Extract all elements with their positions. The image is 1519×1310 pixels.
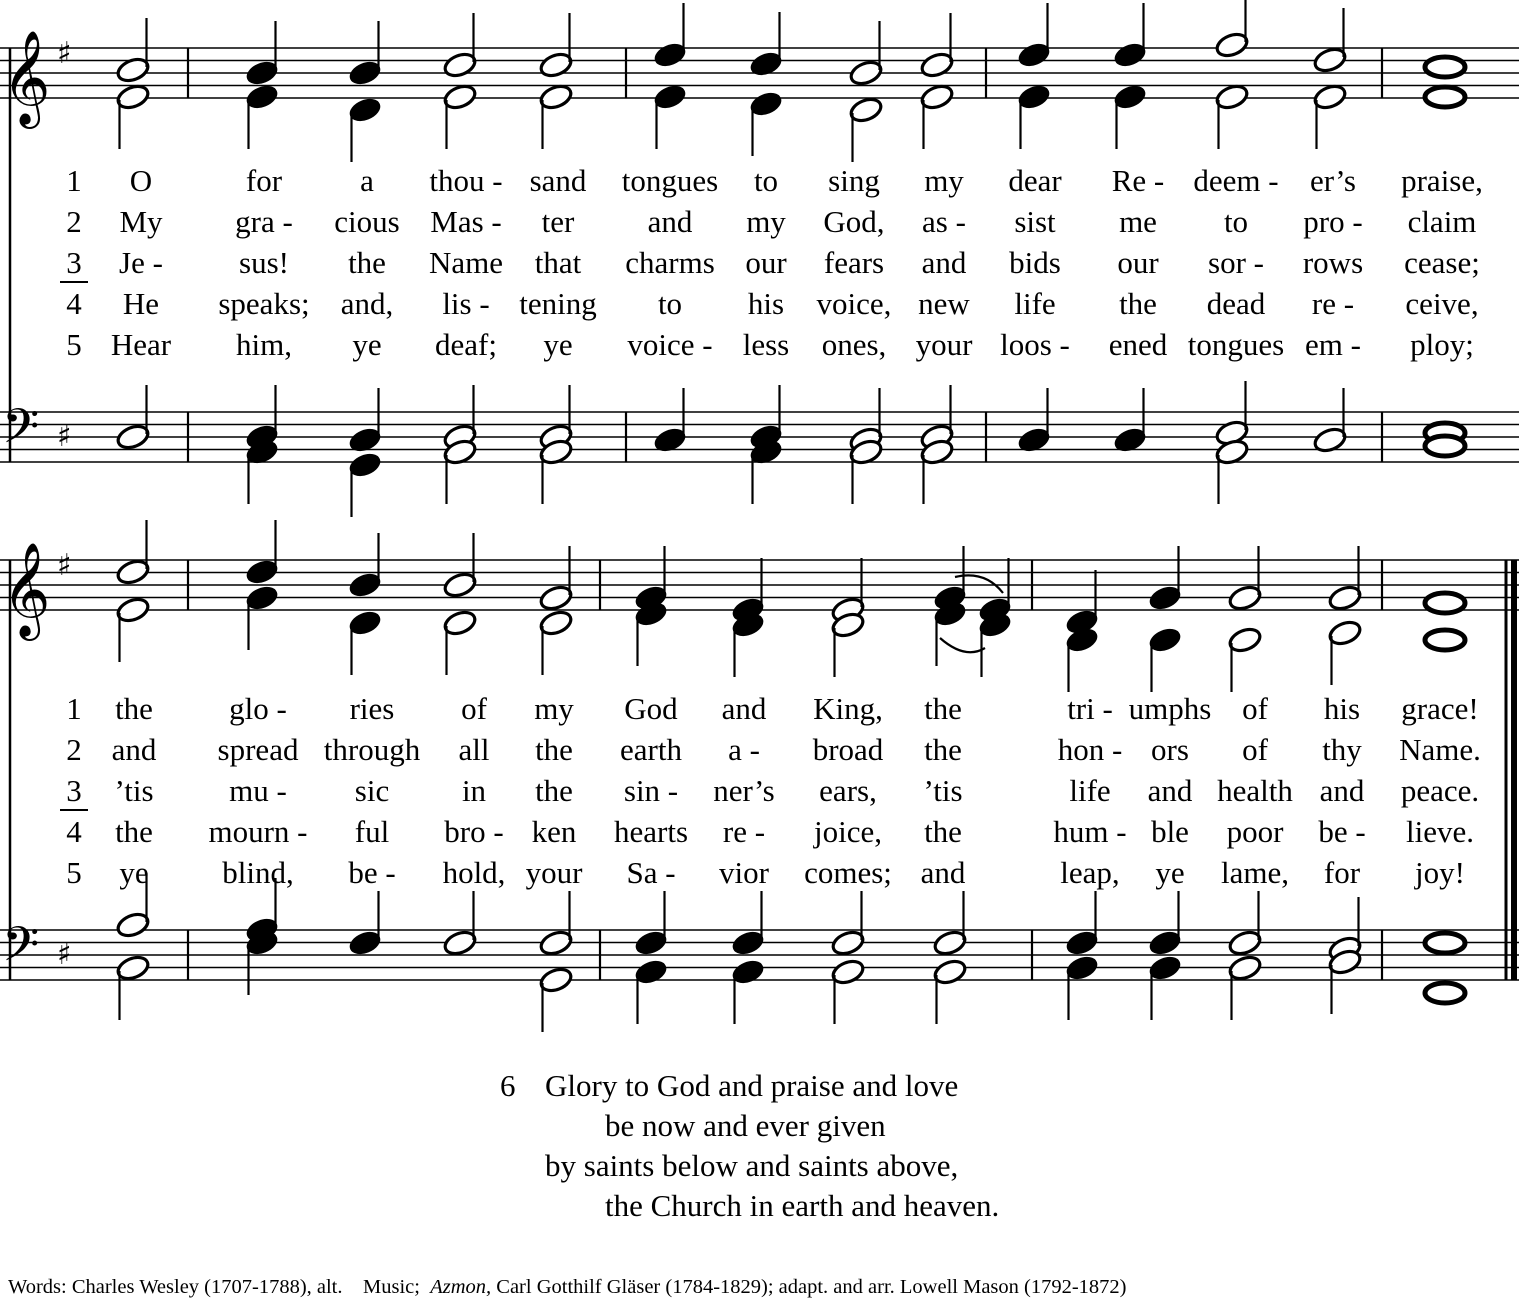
lyric-syllable: voice, bbox=[816, 286, 892, 321]
lyric-syllable: dear bbox=[1008, 163, 1062, 198]
lyric-syllable: and bbox=[1319, 773, 1365, 808]
lyric-syllable: the bbox=[924, 691, 962, 726]
lyric-syllable: ye bbox=[352, 327, 382, 362]
tune-name: Azmon, bbox=[430, 1276, 492, 1298]
verse-number: 2 bbox=[66, 204, 82, 239]
lyric-syllable: O bbox=[129, 163, 153, 198]
lyric-syllable: re - bbox=[1311, 286, 1355, 321]
lyric-syllable: me bbox=[1119, 204, 1157, 239]
lyric-syllable: the bbox=[924, 732, 962, 767]
lyric-syllable: sic bbox=[354, 773, 390, 808]
lyric-syllable: sin - bbox=[623, 773, 679, 808]
lyric-syllable: to bbox=[657, 286, 683, 321]
treble-clef-icon: 𝄞 bbox=[2, 542, 51, 637]
whole-note bbox=[1425, 983, 1465, 1003]
lyric-syllable: be - bbox=[1318, 814, 1366, 849]
lyric-syllable: less bbox=[742, 327, 790, 362]
lyric-syllable: ’tis bbox=[114, 773, 154, 808]
verse-6 bbox=[500, 1066, 999, 1226]
lyric-syllable: lis - bbox=[442, 286, 490, 321]
lyric-syllable: poor bbox=[1226, 814, 1284, 849]
lyric-syllable: peace. bbox=[1400, 773, 1480, 808]
lyric-syllable: Name bbox=[428, 245, 504, 280]
lyric-syllable: broad bbox=[812, 732, 884, 767]
lyric-syllable: glo - bbox=[229, 691, 287, 726]
lyric-syllable: all bbox=[458, 732, 490, 767]
bass-clef-icon: 𝄢 bbox=[2, 916, 40, 984]
lyric-syllable: deaf; bbox=[435, 327, 497, 362]
slur-mark bbox=[940, 638, 985, 652]
verse-6-line-2: be now and ever given bbox=[605, 1108, 886, 1143]
lyric-syllable: joy! bbox=[1415, 855, 1465, 890]
lyric-syllable: grace! bbox=[1401, 691, 1479, 726]
lyric-syllable: that bbox=[534, 245, 582, 280]
lyric-syllable: praise, bbox=[1401, 163, 1483, 198]
lyric-syllable: the bbox=[535, 732, 573, 767]
lyric-syllable: er’s bbox=[1310, 163, 1356, 198]
lyric-syllable: his bbox=[747, 286, 785, 321]
lyric-syllable: gra - bbox=[235, 204, 293, 239]
lyric-syllable: life bbox=[1014, 286, 1056, 321]
lyric-syllable: of bbox=[1242, 691, 1268, 726]
lyric-syllable: em - bbox=[1305, 327, 1361, 362]
lyric-syllable: ble bbox=[1151, 814, 1189, 849]
lyric-syllable: speaks; bbox=[218, 286, 310, 321]
lyric-syllable: mourn - bbox=[208, 814, 308, 849]
lyric-syllable: and bbox=[921, 245, 967, 280]
lyric-syllable: hold, bbox=[442, 855, 506, 890]
lyric-syllable: to bbox=[1223, 204, 1249, 239]
lyric-syllable: your bbox=[915, 327, 973, 362]
lyric-syllable: King, bbox=[813, 691, 883, 726]
lyric-syllable: and bbox=[721, 691, 767, 726]
lyric-syllable: the bbox=[115, 814, 153, 849]
lyric-syllable: Re - bbox=[1111, 163, 1165, 198]
lyric-syllable: in bbox=[461, 773, 487, 808]
lyric-syllable: Name. bbox=[1399, 732, 1481, 767]
lyric-syllable: ries bbox=[349, 691, 395, 726]
lyric-syllable: blind, bbox=[222, 855, 294, 890]
lyric-syllable: cease; bbox=[1404, 245, 1480, 280]
verse-6-line-4: the Church in earth and heaven. bbox=[605, 1188, 1000, 1223]
lyric-syllable: claim bbox=[1407, 204, 1477, 239]
lyric-syllable: re - bbox=[722, 814, 766, 849]
lyric-syllable: the bbox=[115, 691, 153, 726]
lyric-syllable: ened bbox=[1108, 327, 1168, 362]
lyric-syllable: God, bbox=[823, 204, 885, 239]
credits bbox=[8, 1276, 1127, 1299]
lyric-syllable: and bbox=[920, 855, 966, 890]
lyric-syllable: the bbox=[1119, 286, 1157, 321]
whole-note bbox=[1425, 933, 1465, 953]
lyric-syllable: and bbox=[647, 204, 693, 239]
lyric-syllable: pro - bbox=[1303, 204, 1363, 239]
lyric-syllable: God bbox=[624, 691, 678, 726]
lyric-syllable: my bbox=[534, 691, 574, 726]
lyric-syllable: hearts bbox=[613, 814, 689, 849]
lyric-syllable: sand bbox=[529, 163, 587, 198]
verse-number: 1 bbox=[66, 163, 82, 198]
lyric-syllable: our bbox=[745, 245, 787, 280]
lyric-syllable: ones, bbox=[821, 327, 887, 362]
sharp-icon: ♯ bbox=[57, 548, 72, 583]
lyric-syllable: ye bbox=[1155, 855, 1185, 890]
lyric-syllable: new bbox=[918, 286, 970, 321]
lyric-syllable: ’tis bbox=[923, 773, 963, 808]
lyric-syllable: the bbox=[924, 814, 962, 849]
lyric-syllable: charms bbox=[625, 245, 715, 280]
lyric-syllable: cious bbox=[334, 204, 400, 239]
lyric-syllable: Hear bbox=[110, 327, 172, 362]
whole-note bbox=[1425, 87, 1465, 107]
lyric-syllable: tongues bbox=[621, 163, 719, 198]
lyric-syllable: ye bbox=[543, 327, 573, 362]
lyric-syllable: ploy; bbox=[1410, 327, 1474, 362]
lyric-syllable: umphs bbox=[1128, 691, 1212, 726]
sharp-icon: ♯ bbox=[57, 937, 72, 972]
lyric-syllable: for bbox=[1323, 855, 1361, 890]
lyric-syllable: comes; bbox=[804, 855, 892, 890]
lyric-syllable: him, bbox=[236, 327, 292, 362]
music-credit-prefix: Music; bbox=[363, 1276, 420, 1298]
lyric-syllable: sist bbox=[1014, 204, 1056, 239]
lyric-syllable: vior bbox=[719, 855, 769, 890]
lyric-syllable: spread bbox=[217, 732, 299, 767]
verse-6-line-3: by saints below and saints above, bbox=[545, 1148, 959, 1183]
lyric-syllable: sor - bbox=[1208, 245, 1264, 280]
verse-number: 5 bbox=[66, 327, 82, 362]
lyric-syllable: ful bbox=[354, 814, 390, 849]
lyric-syllable: hum - bbox=[1053, 814, 1127, 849]
lyric-syllable: voice - bbox=[627, 327, 713, 362]
lyric-syllable: bids bbox=[1009, 245, 1061, 280]
lyric-syllable: tri - bbox=[1067, 691, 1113, 726]
lyric-syllable: ter bbox=[541, 204, 575, 239]
lyric-syllable: and bbox=[1147, 773, 1193, 808]
bass-clef-icon: 𝄢 bbox=[2, 398, 40, 466]
lyric-syllable: be - bbox=[348, 855, 396, 890]
lyric-syllable: My bbox=[119, 204, 163, 239]
whole-note bbox=[1425, 436, 1465, 456]
lyric-syllable: ors bbox=[1151, 732, 1189, 767]
verse-6-number: 6 bbox=[500, 1068, 516, 1103]
lyric-syllable: sus! bbox=[239, 245, 289, 280]
lyric-syllable: my bbox=[746, 204, 786, 239]
lyric-syllable: ears, bbox=[819, 773, 877, 808]
lyric-syllable: thou - bbox=[429, 163, 503, 198]
verse-number: 4 bbox=[66, 814, 82, 849]
lyric-syllable: his bbox=[1323, 691, 1361, 726]
lyric-syllable: earth bbox=[620, 732, 682, 767]
lyric-syllable: lieve. bbox=[1406, 814, 1474, 849]
verse-6-line-1: Glory to God and praise and love bbox=[545, 1068, 959, 1103]
lyric-syllable: fears bbox=[823, 245, 885, 280]
lyric-syllable: through bbox=[323, 732, 421, 767]
whole-note bbox=[1425, 593, 1465, 613]
lyric-syllable: sing bbox=[828, 163, 880, 198]
verse-number: 3 bbox=[66, 773, 82, 808]
lyric-syllable: dead bbox=[1206, 286, 1266, 321]
lyric-syllable: the bbox=[348, 245, 386, 280]
verse-number: 4 bbox=[66, 286, 82, 321]
sharp-icon: ♯ bbox=[57, 36, 72, 71]
lyric-syllable: thy bbox=[1322, 732, 1362, 767]
verse-number: 2 bbox=[66, 732, 82, 767]
whole-note bbox=[1425, 57, 1465, 77]
music-credit: Carl Gotthilf Gläser (1784-1829); adapt. and arr. Lowell Mason (1792-1872) bbox=[496, 1276, 1127, 1298]
lyric-syllable: tongues bbox=[1187, 327, 1285, 362]
lyric-syllable: my bbox=[924, 163, 964, 198]
lyric-syllable: and, bbox=[340, 286, 394, 321]
lyric-syllable: as - bbox=[922, 204, 966, 239]
lyric-syllable: life bbox=[1069, 773, 1111, 808]
lyric-syllable: deem - bbox=[1193, 163, 1279, 198]
lyric-syllable: of bbox=[461, 691, 487, 726]
lyric-syllable: a bbox=[360, 163, 374, 198]
lyric-syllable: loos - bbox=[1000, 327, 1070, 362]
lyric-syllable: the bbox=[535, 773, 573, 808]
verse-number: 5 bbox=[66, 855, 82, 890]
lyric-syllable: joice, bbox=[814, 814, 882, 849]
lyric-syllable: bro - bbox=[444, 814, 504, 849]
lyric-syllable: ner’s bbox=[713, 773, 775, 808]
lyric-syllable: mu - bbox=[229, 773, 287, 808]
lyric-syllable: Je - bbox=[119, 245, 163, 280]
words-credit: Words: Charles Wesley (1707-1788), alt. bbox=[8, 1276, 343, 1298]
lyric-syllable: Sa - bbox=[626, 855, 676, 890]
lyric-syllable: a - bbox=[728, 732, 760, 767]
lyric-syllable: rows bbox=[1302, 245, 1364, 280]
lyric-syllable: and bbox=[111, 732, 157, 767]
lyric-syllable: Mas - bbox=[430, 204, 502, 239]
lyric-syllable: ye bbox=[119, 855, 149, 890]
lyric-syllable: our bbox=[1117, 245, 1159, 280]
treble-clef-icon: 𝄞 bbox=[2, 30, 51, 125]
lyric-syllable: leap, bbox=[1060, 855, 1120, 890]
lyric-syllable: for bbox=[245, 163, 283, 198]
lyric-syllable: to bbox=[753, 163, 779, 198]
whole-note bbox=[1425, 630, 1465, 650]
lyric-syllable: your bbox=[525, 855, 583, 890]
lyric-syllable: tening bbox=[519, 286, 597, 321]
verse-number: 3 bbox=[66, 245, 82, 280]
sharp-icon: ♯ bbox=[57, 419, 72, 454]
lyric-syllable: ceive, bbox=[1405, 286, 1479, 321]
lyric-syllable: He bbox=[122, 286, 160, 321]
lyric-syllable: ken bbox=[531, 814, 577, 849]
lyric-syllable: hon - bbox=[1057, 732, 1123, 767]
lyric-syllable: health bbox=[1217, 773, 1293, 808]
lyric-syllable: of bbox=[1242, 732, 1268, 767]
verse-number: 1 bbox=[66, 691, 82, 726]
lyric-syllable: lame, bbox=[1221, 855, 1289, 890]
